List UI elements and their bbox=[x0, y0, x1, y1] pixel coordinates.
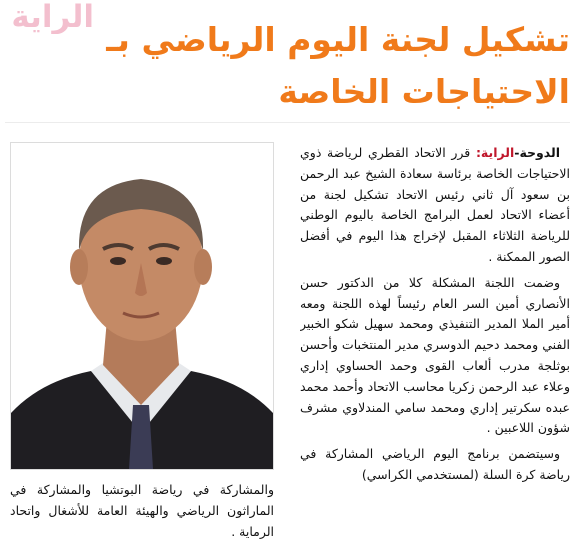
article-paragraph-1 bbox=[300, 143, 570, 268]
paragraph-text: قرر الاتحاد القطري لرياضة ذوي الاحتياجات الخاصة برئاسة سعادة الشيخ عبد الرحمن بن سعود آل ثاني رئيس الاتحاد تشكيل لجنة من أعضاء الاتحاد لعمل البرامج الخاصة باليوم الوطني للرياضة الثلاثاء المقبل لإخراج هذا اليوم في أفضل الصور الممكنة . bbox=[300, 145, 570, 264]
photo-caption: والمشاركة في رياضة البوتشيا والمشاركة في الماراثون الرياضي والهيئة العامة للأشغال واتحاد الرماية . bbox=[10, 482, 274, 539]
headline-line-2: الاحتياجات الخاصة bbox=[278, 72, 570, 111]
article-body bbox=[300, 143, 570, 555]
article-paragraph-2: وضمت اللجنة المشكلة كلا من الدكتور حسن الأنصاري أمين السر العام رئيساً لهذه اللجنة ومعه أمير الملا المدير التنفيذي ومحمد سهيل شكو الخبير الفني ومحمد دحيم الدوسري مدير المنتخبات وأحسن بوثلجة مدرب ألعاب القوى وحمد الحساوي إداري وعلاء عبد الرحمن زكريا محاسب الاتحاد وأحمد محمد عبده سكرتير إداري ومحمد سامي المندلاوي مشرف شؤون اللاعبين . bbox=[300, 274, 570, 436]
masthead-watermark: الراية bbox=[11, 0, 94, 34]
dateline: الدوحة- bbox=[514, 145, 560, 160]
source-tag: الراية: bbox=[475, 145, 515, 160]
portrait-illustration bbox=[11, 143, 273, 469]
headline-divider bbox=[5, 122, 570, 123]
article-paragraph-3: وسيتضمن برنامج اليوم الرياضي المشاركة في رياضة كرة السلة (لمستخدمي الكراسي) bbox=[300, 446, 570, 482]
headline-line-1: تشكيل لجنة اليوم الرياضي بـ bbox=[106, 20, 570, 59]
portrait-photo bbox=[10, 142, 274, 470]
